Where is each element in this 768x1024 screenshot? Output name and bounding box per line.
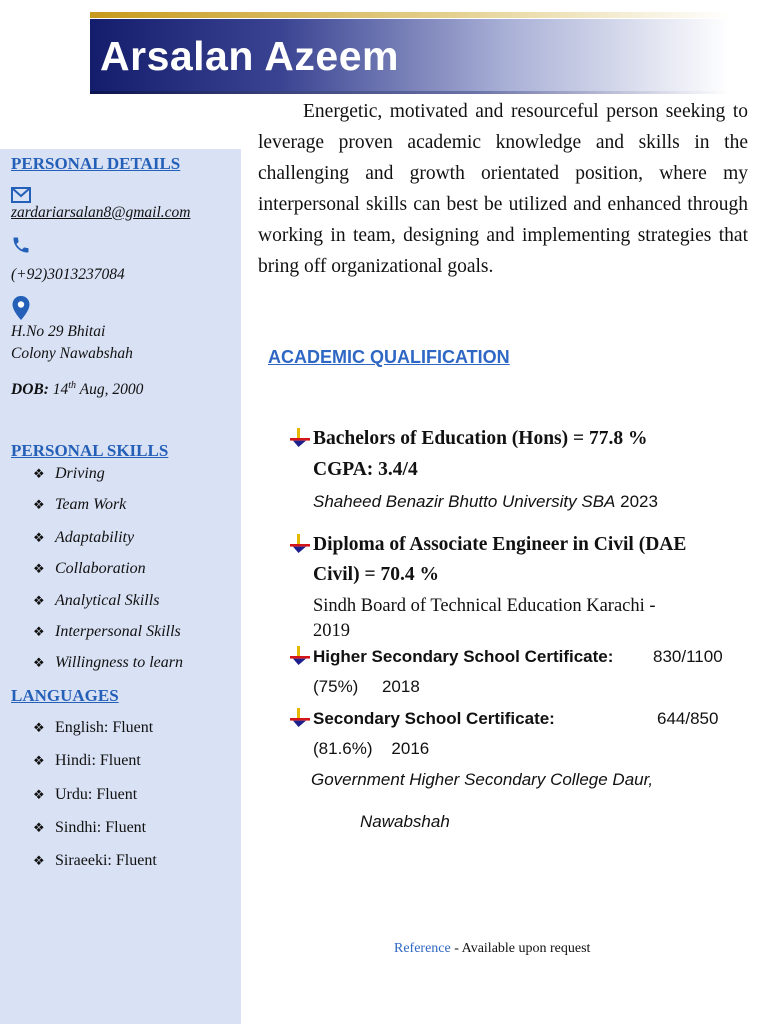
diploma-title-line1: Diploma of Associate Engineer in Civil (DAE	[313, 534, 687, 555]
banner-underline	[90, 91, 730, 94]
diamond-bullet-icon: ❖	[33, 720, 45, 735]
ssc-percent-year: (81.6%) 2016	[313, 739, 430, 758]
diploma-institution-line1: Sindh Board of Technical Education Karachi -	[313, 596, 656, 616]
diamond-bullet-icon: ❖	[33, 853, 45, 868]
address-line-2: Colony Nawabshah	[11, 345, 133, 362]
diploma-title-line2: Civil) = 70.4 %	[313, 564, 439, 585]
list-item: ❖ Urdu: Fluent	[33, 786, 138, 803]
ssc-marks: 644/850	[657, 709, 719, 728]
bachelors-title: Bachelors of Education (Hons) = 77.8 %	[313, 428, 648, 449]
list-item: ❖ Interpersonal Skills	[33, 623, 181, 640]
address-line-1: H.No 29 Bhitai	[11, 323, 106, 340]
reference-note	[394, 941, 590, 957]
diamond-bullet-icon: ❖	[33, 820, 45, 835]
reference-text: - Available upon request	[450, 941, 591, 956]
dob-day: 14	[52, 381, 69, 399]
career-objective: Energetic, motivated and resourceful person seeking to leverage proven academic knowledge and skills in the challenging and growth orientated position, where my interpersonal skills can best be utilized and enhanced through working in team, designing and implementing strategies that bring off organizational goals.	[258, 101, 748, 277]
diploma-institution-line2: 2019	[313, 621, 350, 641]
diamond-bullet-icon: ❖	[33, 753, 45, 768]
arrow-bullet-icon	[289, 646, 311, 666]
phone-icon	[11, 235, 31, 255]
email-link[interactable]: zardariarsalan8@gmail.com	[11, 204, 191, 221]
personal-details-heading: PERSONAL DETAILS	[11, 154, 181, 173]
list-item: ❖ Team Work	[33, 496, 127, 513]
hssc-title: Higher Secondary School Certificate:	[313, 647, 614, 666]
dob-label: DOB:	[11, 381, 49, 399]
list-item: ❖ Driving	[33, 465, 105, 482]
list-item: ❖ Adaptability	[33, 529, 135, 546]
list-item: ❖ Collaboration	[33, 560, 146, 577]
diamond-bullet-icon: ❖	[33, 655, 45, 670]
dob-suffix: th	[68, 380, 77, 391]
list-item: ❖ Analytical Skills	[33, 592, 160, 609]
bachelors-cgpa: CGPA: 3.4/4	[313, 459, 418, 480]
sidebar	[0, 149, 241, 1024]
list-item: ❖ Willingness to learn	[33, 654, 183, 671]
hssc-marks: 830/1100	[653, 647, 723, 666]
name-banner	[90, 19, 730, 94]
diamond-bullet-icon: ❖	[33, 530, 45, 545]
ssc-institution-line2: Nawabshah	[360, 812, 450, 831]
list-item: ❖ English: Fluent	[33, 719, 154, 736]
phone-number: (+92)3013237084	[11, 266, 125, 283]
candidate-name: Arsalan Azeem	[100, 33, 399, 79]
hssc-percent-year: (75%) 2018	[313, 677, 420, 696]
envelope-icon	[11, 187, 31, 203]
map-pin-icon	[11, 295, 31, 321]
list-item: ❖ Hindi: Fluent	[33, 752, 141, 769]
diamond-bullet-icon: ❖	[33, 593, 45, 608]
date-of-birth	[11, 375, 143, 401]
academic-qualification-heading: ACADEMIC QUALIFICATION	[268, 347, 510, 367]
diamond-bullet-icon: ❖	[33, 561, 45, 576]
languages-heading: LANGUAGES	[11, 686, 119, 705]
arrow-bullet-icon	[289, 428, 311, 448]
header-gold-line	[90, 12, 730, 18]
arrow-bullet-icon	[289, 708, 311, 728]
ssc-title: Secondary School Certificate:	[313, 709, 555, 728]
ssc-institution-line1: Government Higher Secondary College Daur,	[311, 770, 654, 789]
arrow-bullet-icon	[289, 534, 311, 554]
list-item: ❖ Siraeeki: Fluent	[33, 852, 157, 869]
diamond-bullet-icon: ❖	[33, 497, 45, 512]
dob-rest: Aug, 2000	[76, 381, 144, 399]
personal-skills-heading: PERSONAL SKILLS	[11, 441, 169, 460]
diamond-bullet-icon: ❖	[33, 787, 45, 802]
reference-link[interactable]: Reference	[394, 941, 451, 956]
diamond-bullet-icon: ❖	[33, 466, 45, 481]
list-item: ❖ Sindhi: Fluent	[33, 819, 147, 836]
diamond-bullet-icon: ❖	[33, 624, 45, 639]
bachelors-institution: Shaheed Benazir Bhutto University SBA 2023	[313, 492, 658, 511]
